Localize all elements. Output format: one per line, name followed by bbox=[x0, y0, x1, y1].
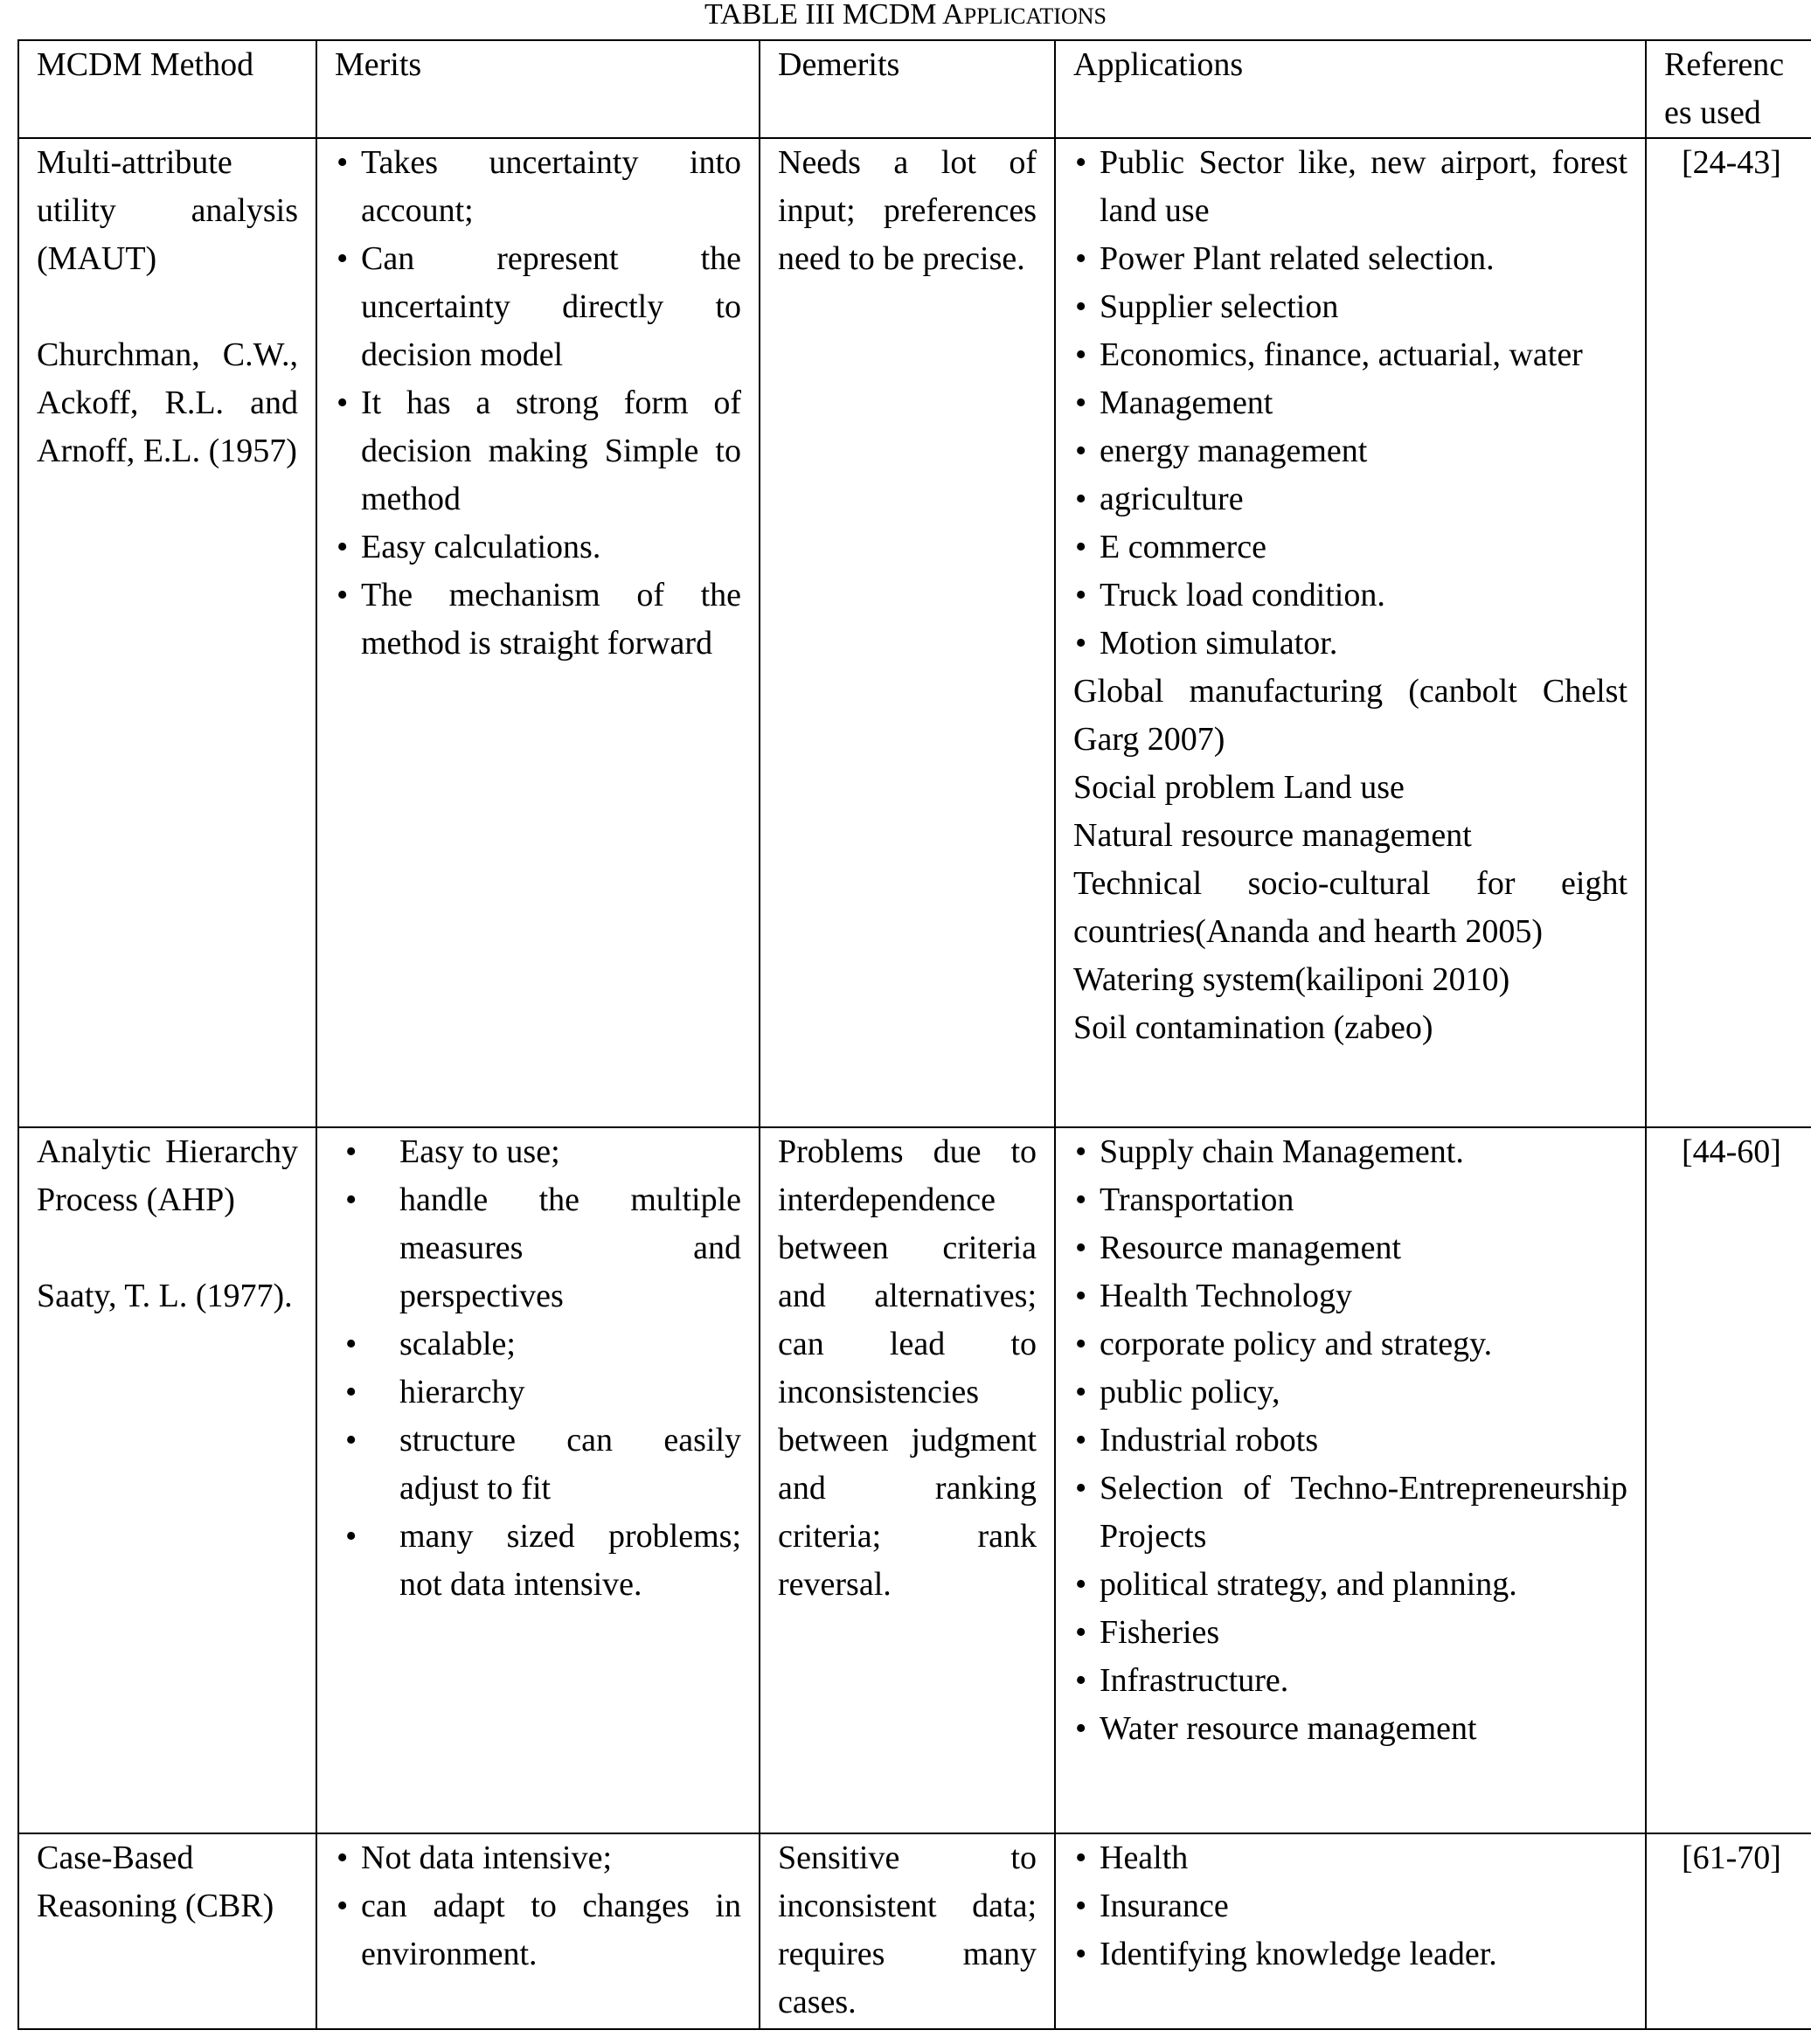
application-line: Soil contamination (zabeo) bbox=[1073, 1009, 1433, 1046]
list-item: • Can represent the uncertainty directly to decision model bbox=[335, 235, 741, 379]
list-item: • can adapt to changes in environment. bbox=[335, 1882, 741, 1978]
method-cell bbox=[18, 138, 316, 1127]
table-row bbox=[18, 1833, 1811, 2029]
list-item: • corporate policy and strategy. bbox=[1073, 1320, 1627, 1368]
application-line: Social problem Land use bbox=[1073, 769, 1405, 806]
caption-prefix: TABLE III MCDM A bbox=[704, 0, 964, 31]
applications-cell bbox=[1055, 1127, 1646, 1833]
method-name: Analytic Hierarchy Process (AHP) bbox=[37, 1133, 298, 1218]
list-item: • Insurance bbox=[1073, 1882, 1627, 1930]
header-row bbox=[18, 40, 1811, 138]
application-line: Technical socio-cultural for eight countries(Ananda and hearth 2005) bbox=[1073, 865, 1627, 950]
method-cell bbox=[18, 1127, 316, 1833]
list-item: • Truck load condition. bbox=[1073, 572, 1627, 620]
applications-list bbox=[1073, 1834, 1627, 1978]
application-line: Watering system(kailiponi 2010) bbox=[1073, 961, 1510, 998]
list-item: • Transportation bbox=[1073, 1176, 1627, 1224]
demerits-cell bbox=[760, 1833, 1055, 2029]
merits-list bbox=[335, 1834, 741, 1978]
list-item: • Industrial robots bbox=[1073, 1417, 1627, 1465]
method-author: Saaty, T. L. (1977). bbox=[37, 1278, 293, 1314]
applications-cell bbox=[1055, 1833, 1646, 2029]
references-cell bbox=[1646, 1833, 1811, 2029]
list-item: • Identifying knowledge leader. bbox=[1073, 1930, 1627, 1978]
list-item: • Infrastructure. bbox=[1073, 1657, 1627, 1705]
merits-list bbox=[335, 1128, 741, 1609]
applications-list bbox=[1073, 1128, 1627, 1753]
mcdm-table bbox=[17, 39, 1811, 2030]
merits-list bbox=[335, 139, 741, 668]
list-item: • agriculture bbox=[1073, 475, 1627, 523]
list-item: • Power Plant related selection. bbox=[1073, 235, 1627, 283]
list-item: • Supplier selection bbox=[1073, 283, 1627, 331]
list-item: • Not data intensive; bbox=[335, 1834, 741, 1882]
method-cell bbox=[18, 1833, 316, 2029]
list-item: • Supply chain Management. bbox=[1073, 1128, 1627, 1176]
table-row bbox=[18, 138, 1811, 1127]
list-item: • Economics, finance, actuarial, water bbox=[1073, 331, 1627, 379]
references-cell bbox=[1646, 1127, 1811, 1833]
references-text: [44-60] bbox=[1682, 1133, 1781, 1170]
header-merits: Merits bbox=[316, 40, 760, 138]
list-item: • political strategy, and planning. bbox=[1073, 1561, 1627, 1609]
merits-cell bbox=[316, 1833, 760, 2029]
list-item: • Selection of Techno-Entrepreneurship Projects bbox=[1073, 1465, 1627, 1561]
list-item: • E commerce bbox=[1073, 523, 1627, 572]
list-item: • Health Technology bbox=[1073, 1272, 1627, 1320]
demerits-text: Problems due to interdependence between criteria and alternatives; can lead to inconsistencies between judgment and ranking criteria; rank reversal. bbox=[778, 1133, 1037, 1603]
references-text: [61-70] bbox=[1682, 1840, 1781, 1876]
header-references: Referenc es used bbox=[1646, 40, 1811, 138]
references-cell bbox=[1646, 138, 1811, 1127]
application-line: Natural resource management bbox=[1073, 817, 1472, 854]
demerits-cell bbox=[760, 138, 1055, 1127]
header-method: MCDM Method bbox=[18, 40, 316, 138]
applications-cell bbox=[1055, 138, 1646, 1127]
list-item: • public policy, bbox=[1073, 1368, 1627, 1417]
list-item: • Easy calculations. bbox=[335, 523, 741, 572]
list-item: • structure can easily adjust to fit bbox=[335, 1417, 741, 1513]
list-item: • handle the multiple measures and perspectives bbox=[335, 1176, 741, 1320]
table-row bbox=[18, 1127, 1811, 1833]
demerits-text: Sensitive to inconsistent data; requires many cases. bbox=[778, 1840, 1037, 2020]
list-item: • Resource management bbox=[1073, 1224, 1627, 1272]
list-item: • The mechanism of the method is straight forward bbox=[335, 572, 741, 668]
list-item: • Easy to use; bbox=[335, 1128, 741, 1176]
list-item: • hierarchy bbox=[335, 1368, 741, 1417]
list-item: • Health bbox=[1073, 1834, 1627, 1882]
list-item: • scalable; bbox=[335, 1320, 741, 1368]
list-item: • Takes uncertainty into account; bbox=[335, 139, 741, 235]
list-item: • Management bbox=[1073, 379, 1627, 427]
list-item: • many sized problems; not data intensive. bbox=[335, 1513, 741, 1609]
references-text: [24-43] bbox=[1682, 144, 1781, 181]
list-item: • Public Sector like, new airport, forest land use bbox=[1073, 139, 1627, 235]
list-item: • It has a strong form of decision making Simple to method bbox=[335, 379, 741, 523]
merits-cell bbox=[316, 138, 760, 1127]
method-name: Case-Based Reasoning (CBR) bbox=[37, 1840, 274, 1924]
method-author: Churchman, C.W., Ackoff, R.L. and Arnoff, E.L. (1957) bbox=[37, 336, 298, 469]
demerits-text: Needs a lot of input; preferences need to be precise. bbox=[778, 144, 1037, 277]
merits-cell bbox=[316, 1127, 760, 1833]
method-name: Multi-attribute utility analysis (MAUT) bbox=[37, 144, 298, 277]
list-item: • energy management bbox=[1073, 427, 1627, 475]
list-item: • Water resource management bbox=[1073, 1705, 1627, 1753]
list-item: • Fisheries bbox=[1073, 1609, 1627, 1657]
table-caption bbox=[0, 0, 1811, 38]
caption-small-caps: PPLICATIONS bbox=[963, 3, 1107, 29]
header-demerits: Demerits bbox=[760, 40, 1055, 138]
applications-list bbox=[1073, 139, 1627, 668]
list-item: • Motion simulator. bbox=[1073, 620, 1627, 668]
header-applications: Applications bbox=[1055, 40, 1646, 138]
demerits-cell bbox=[760, 1127, 1055, 1833]
application-line: Global manufacturing (canbolt Chelst Garg 2007) bbox=[1073, 673, 1627, 758]
